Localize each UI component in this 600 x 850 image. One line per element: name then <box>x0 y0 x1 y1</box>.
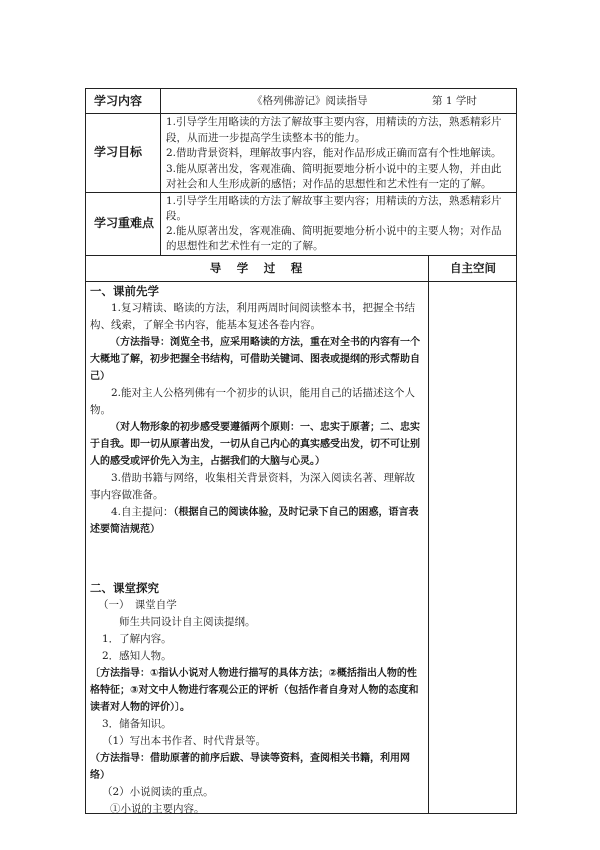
sub-heading: （一） 课堂自学 <box>98 599 177 611</box>
objective-item: 3.能从原著出发，客观准确、简明扼要地分析小说中的主要人物，并由此对社会和人生形成新的感悟；对作品的思想性和艺术性有一定的了解。 <box>166 162 502 190</box>
key-point-item: 2.能从原著出发，客观准确、简明扼要地分析小说中的主要人物；对作品的思想性和艺术性有一定的了解。 <box>166 225 502 252</box>
class-item: （1）写出本书作者、时代背景等。 <box>102 735 267 747</box>
method-note: 〔方法指导：①指认小说对人物进行描写的具体方法；②概括指出人物的性格特征；③对文中人物进行客观公正的评析（包括作者自身对人物的态度和读者对人物的评价）〕。 <box>90 668 419 713</box>
class-item: 3．储备知识。 <box>102 718 172 730</box>
class-item: 2．感知人物。 <box>102 650 172 662</box>
objectives-content <box>166 115 512 192</box>
objective-item: 1.引导学生用略读的方法了解故事主要内容，用精读的方法，熟悉精彩片段，从而进一步提高学生读整本书的能力。 <box>166 116 502 144</box>
row-divider <box>86 281 516 282</box>
lesson-period: 第 1 学时 <box>432 95 477 107</box>
pre-study-item: 1.复习精读、略读的方法，利用两周时间阅读整本书，把握全书结构、线索，了解全书内容，能基本复述各卷内容。 <box>90 302 416 331</box>
pre-study-item <box>90 504 424 538</box>
class-item: 1．了解内容。 <box>102 633 172 645</box>
question-note: （根据自己的阅读体验，及时记录下自己的困惑，语言表述要简洁规范） <box>90 507 419 535</box>
objectives-label: 学习目标 <box>94 145 143 159</box>
objective-item: 2.借助背景资料，理解故事内容，能对作品形成正确而富有个性地解读。 <box>166 147 502 159</box>
notes-column-divider <box>428 255 429 813</box>
class-item: ①小说的主要内容。 <box>110 803 205 813</box>
method-note: （对人物形象的初步感受要遵循两个原则：一、忠实于原著；二、忠实于自我。即一切从原著出发，一切从自己内心的真实感受出发，切不可让别人的感受或评价先入为主，占据我们的大脑与心灵。） <box>90 422 420 467</box>
content-label: 学习内容 <box>94 94 143 108</box>
method-note: （方法指导：借助原著的前序后跋、导读等资料，查阅相关书籍，利用网络） <box>90 753 410 781</box>
class-item: 师生共同设计自主阅读提纲。 <box>119 616 256 628</box>
question-prefix: 4.自主提问： <box>111 506 174 518</box>
label-column-divider <box>160 89 161 255</box>
notes-header: 自主空间 <box>450 261 496 275</box>
lesson-plan-table <box>85 88 517 814</box>
pre-study-item: 2.能对主人公格列佛有一个初步的认识，能用自己的话描述这个人物。 <box>90 387 416 416</box>
method-note: （方法指导：浏览全书，应采用略读的方法，重在对全书的内容有一个大概地了解，初步把握全书结构，可借助关键词、图表或提纲的形式帮助自己） <box>90 337 420 382</box>
key-points-content <box>166 194 512 255</box>
blank-space <box>90 538 424 580</box>
key-points-label: 学习重难点 <box>94 216 155 230</box>
section1-heading: 一、课前先学 <box>90 284 159 298</box>
process-header: 导 学 过 程 <box>209 261 305 275</box>
key-point-item: 1.引导学生用略读的方法了解故事主要内容；用精读的方法，熟悉精彩片段。 <box>166 195 502 222</box>
pre-study-item: 3.借助书籍与网络，收集相关背景资料，为深入阅读名著、理解故事内容做准备。 <box>90 472 416 501</box>
lesson-title: 《格列佛游记》阅读指导 <box>252 95 368 107</box>
class-item: （2）小说阅读的重点。 <box>102 786 214 798</box>
section2-heading: 二、课堂探究 <box>90 581 159 595</box>
process-body <box>90 283 424 813</box>
